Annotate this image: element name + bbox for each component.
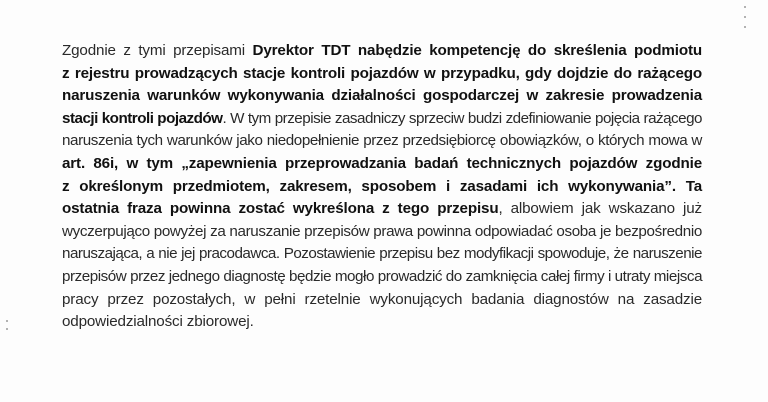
- bold-text-segment: z określonym przedmiotem, zakresem, sposobem i zasadami ich wykonywania”. Ta: [62, 177, 702, 195]
- paragraph-line: [62, 243, 702, 266]
- paragraph-line: [62, 198, 702, 221]
- scan-artifact: [744, 6, 746, 8]
- scan-artifact: [6, 320, 8, 322]
- paragraph-line: [62, 289, 702, 312]
- paragraph-line: [62, 176, 702, 199]
- paragraph-line: [62, 130, 702, 153]
- paragraph-line: [62, 63, 702, 86]
- paragraph-line: [62, 108, 702, 131]
- scan-artifact: [744, 16, 746, 18]
- bold-text-segment: art. 86i, w tym „zapewnienia przeprowadzania badań technicznych pojazdów zgodnie: [62, 154, 702, 172]
- paragraph-line: [62, 311, 702, 334]
- text-segment: odpowiedzialności zbiorowej.: [62, 313, 254, 331]
- text-segment: pracy przez pozostałych, w pełni rzetelnie wykonujących badania diagnostów na zasadzie: [62, 290, 702, 308]
- text-segment: wyczerpująco powyżej za naruszanie przepisów prawa powinna odpowiadać osoba je bezpośrednio: [62, 222, 702, 240]
- text-segment: naruszenia tych warunków jako niedopełnienie przez przedsiębiorcę obowiązków, o których mowa w: [62, 132, 702, 150]
- bold-text-segment: Dyrektor TDT nabędzie kompetencję do skreślenia podmiotu: [252, 42, 702, 59]
- paragraph-line: [62, 153, 702, 176]
- paragraph-line: [62, 221, 702, 244]
- paragraph-line: [62, 85, 702, 108]
- text-segment: . W tym przepisie zasadniczy sprzeciw budzi zdefiniowanie pojęcia rażącego: [222, 109, 702, 127]
- paragraph-line: [62, 266, 702, 289]
- text-segment: , albowiem jak wskazano już: [498, 200, 702, 218]
- text-segment: Zgodnie z tymi przepisami: [62, 42, 253, 59]
- bold-text-segment: ostatnia fraza powinna zostać wykreślona z tego przepisu: [62, 200, 499, 218]
- bold-text-segment: stacji kontroli pojazdów: [62, 109, 223, 127]
- paragraph-line: [62, 40, 702, 63]
- text-segment: naruszająca, a nie jej pracodawca. Pozostawienie przepisu bez modyfikacji spowoduje, że naruszenie: [62, 245, 702, 263]
- body-paragraph: [62, 40, 702, 334]
- bold-text-segment: z rejestru prowadzących stacje kontroli pojazdów w przypadku, gdy dojdzie do rażącego: [62, 64, 702, 82]
- bold-text-segment: naruszenia warunków wykonywania działalności gospodarczej w zakresie prowadzenia: [62, 87, 702, 105]
- scan-artifact: [6, 328, 8, 330]
- text-segment: przepisów przez jednego diagnostę będzie mogło prowadzić do zamknięcia całej firmy i utraty miejsca: [62, 267, 703, 285]
- scan-artifact: [744, 26, 746, 28]
